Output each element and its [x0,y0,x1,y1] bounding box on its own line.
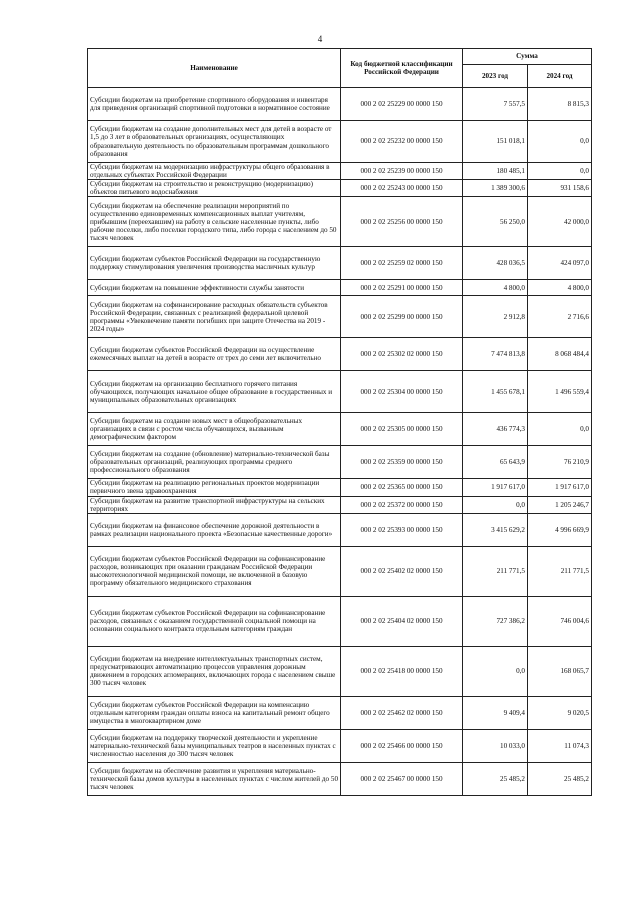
header-sum: Сумма [463,49,592,65]
row-code: 000 2 02 25359 00 0000 150 [341,446,463,479]
row-value-2023: 428 036,5 [463,247,528,280]
row-value-2023: 25 485,2 [463,762,528,795]
row-code: 000 2 02 25365 00 0000 150 [341,479,463,496]
row-value-2023: 151 018,1 [463,121,528,163]
row-value-2024: 0,0 [528,413,592,446]
row-code: 000 2 02 25418 00 0000 150 [341,646,463,696]
header-2024: 2024 год [528,65,592,88]
row-name: Субсидии бюджетам субъектов Российской Федерации на компенсацию отдельным категориям граждан оплаты взноса на капитальный ремонт общего имущества в многоквартирном доме [88,696,341,729]
header-name: Наименование [88,49,341,88]
row-code: 000 2 02 25302 02 0000 150 [341,338,463,371]
table-row [88,696,592,729]
row-value-2024: 8 068 484,4 [528,338,592,371]
row-value-2023: 1 917 617,0 [463,479,528,496]
row-name: Субсидии бюджетам на обеспечение реализации мероприятий по осуществлению единовременных компенсационных выплат учителям, прибывшим (переехавшим) на работу в сельские населенные пункты, либо рабочие поселки, либо поселки городского типа, либо города с населением до 50 тысяч человек [88,197,341,247]
row-name: Субсидии бюджетам на обеспечение развития и укрепления материально-технической базы домов культуры в населенных пунктах с числом жителей до 50 тысяч человек [88,762,341,795]
header-2023: 2023 год [463,65,528,88]
row-code: 000 2 02 25299 00 0000 150 [341,296,463,338]
row-value-2023: 7 557,5 [463,88,528,121]
budget-table [87,48,592,796]
row-code: 000 2 02 25393 00 0000 150 [341,513,463,546]
row-value-2024: 168 065,7 [528,646,592,696]
row-value-2024: 76 210,9 [528,446,592,479]
row-value-2023: 56 250,0 [463,197,528,247]
row-value-2023: 180 485,1 [463,163,528,180]
row-value-2024: 4 996 669,9 [528,513,592,546]
table-row [88,338,592,371]
table-row [88,296,592,338]
table-row [88,729,592,762]
row-value-2023: 1 389 300,6 [463,180,528,197]
row-name: Субсидии бюджетам на модернизацию инфраструктуры общего образования в отдельных субъектах Российской Федерации [88,163,341,180]
row-value-2024: 0,0 [528,163,592,180]
row-code: 000 2 02 25305 00 0000 150 [341,413,463,446]
table-row [88,513,592,546]
row-code: 000 2 02 25256 00 0000 150 [341,197,463,247]
row-code: 000 2 02 25229 00 0000 150 [341,88,463,121]
row-value-2023: 10 033,0 [463,729,528,762]
row-name: Субсидии бюджетам на внедрение интеллектуальных транспортных систем, предусматривающих автоматизацию процессов управления дорожным движением в городских агломерациях, включающих города с населением свыше 300 тысяч человек [88,646,341,696]
row-name: Субсидии бюджетам субъектов Российской Федерации на государственную поддержку стимулирования увеличения производства масличных культур [88,247,341,280]
row-name: Субсидии бюджетам на финансовое обеспечение дорожной деятельности в рамках реализации национального проекта «Безопасные качественные дороги» [88,513,341,546]
row-value-2023: 436 774,3 [463,413,528,446]
row-value-2024: 1 205 246,7 [528,496,592,513]
row-code: 000 2 02 25259 02 0000 150 [341,247,463,280]
row-code: 000 2 02 25404 02 0000 150 [341,596,463,646]
row-value-2024: 8 815,3 [528,88,592,121]
row-value-2023: 727 386,2 [463,596,528,646]
row-value-2023: 4 800,0 [463,280,528,296]
row-value-2024: 42 000,0 [528,197,592,247]
row-value-2023: 2 912,8 [463,296,528,338]
row-value-2023: 65 643,9 [463,446,528,479]
row-code: 000 2 02 25462 02 0000 150 [341,696,463,729]
row-name: Субсидии бюджетам субъектов Российской Федерации на софинансирование расходов, связанных с оказанием государственной социальной помощи на основании социального контракта отдельным категориям граждан [88,596,341,646]
row-value-2023: 0,0 [463,496,528,513]
table-row [88,646,592,696]
row-value-2023: 7 474 813,8 [463,338,528,371]
row-value-2023: 211 771,5 [463,546,528,596]
table-row [88,496,592,513]
row-code: 000 2 02 25372 00 0000 150 [341,496,463,513]
table-row [88,163,592,180]
row-name: Субсидии бюджетам на приобретение спортивного оборудования и инвентаря для приведения организаций спортивной подготовки в нормативное состояние [88,88,341,121]
row-name: Субсидии бюджетам на реализацию региональных проектов модернизации первичного звена здравоохранения [88,479,341,496]
row-value-2023: 1 455 678,1 [463,371,528,413]
table-row [88,479,592,496]
row-value-2024: 211 771,5 [528,546,592,596]
row-name: Субсидии бюджетам на повышение эффективности службы занятости [88,280,341,296]
page-number: 4 [317,34,323,44]
row-name: Субсидии бюджетам на организацию бесплатного горячего питания обучающихся, получающих начальное общее образование в государственных и муниципальных образовательных организациях [88,371,341,413]
row-name: Субсидии бюджетам субъектов Российской Федерации на софинансирование расходов, возникающих при оказании гражданам Российской Федерации высокотехнологичной медицинской помощи, не включенной в базовую программу обязательного медицинского страхования [88,546,341,596]
row-value-2024: 931 158,6 [528,180,592,197]
table-row [88,546,592,596]
row-value-2024: 11 074,3 [528,729,592,762]
table-row [88,247,592,280]
row-code: 000 2 02 25402 02 0000 150 [341,546,463,596]
table-body [88,88,592,796]
table-row [88,197,592,247]
row-name: Субсидии бюджетам на создание дополнительных мест для детей в возрасте от 1,5 до 3 лет в образовательных организациях, осуществляющих образовательную деятельность по образовательным программам дошкольного образования [88,121,341,163]
row-code: 000 2 02 25243 00 0000 150 [341,180,463,197]
table-row [88,413,592,446]
table-row [88,88,592,121]
row-value-2024: 25 485,2 [528,762,592,795]
row-name: Субсидии бюджетам на создание новых мест в общеобразовательных организациях в связи с ростом числа обучающихся, вызванным демографическим фактором [88,413,341,446]
row-name: Субсидии бюджетам на софинансирование расходных обязательств субъектов Российской Федерации, связанных с реализацией федеральной целевой программы «Увековечение памяти погибших при защите Отечества на 2019 - 2024 годы» [88,296,341,338]
row-value-2024: 2 716,6 [528,296,592,338]
row-value-2024: 1 496 559,4 [528,371,592,413]
row-value-2023: 3 415 629,2 [463,513,528,546]
row-name: Субсидии бюджетам субъектов Российской Федерации на осуществление ежемесячных выплат на детей в возрасте от трех до семи лет включительно [88,338,341,371]
row-name: Субсидии бюджетам на строительство и реконструкцию (модернизацию) объектов питьевого водоснабжения [88,180,341,197]
row-name: Субсидии бюджетам на создание (обновление) материально-технической базы образовательных организаций, реализующих программы среднего профессионального образования [88,446,341,479]
table-row [88,280,592,296]
table-row [88,762,592,795]
row-value-2024: 0,0 [528,121,592,163]
row-value-2023: 9 409,4 [463,696,528,729]
row-value-2023: 0,0 [463,646,528,696]
row-name: Субсидии бюджетам на поддержку творческой деятельности и укрепление материально-технической базы муниципальных театров в населенных пунктах с численностью населения до 300 тысяч человек [88,729,341,762]
row-value-2024: 1 917 617,0 [528,479,592,496]
table-row [88,446,592,479]
table-row [88,180,592,197]
table-row [88,596,592,646]
row-code: 000 2 02 25291 00 0000 150 [341,280,463,296]
header-code: Код бюджетной классификации Российской Федерации [341,49,463,88]
row-value-2024: 746 004,6 [528,596,592,646]
row-code: 000 2 02 25239 00 0000 150 [341,163,463,180]
table-row [88,121,592,163]
row-value-2024: 9 020,5 [528,696,592,729]
row-code: 000 2 02 25466 00 0000 150 [341,729,463,762]
row-code: 000 2 02 25232 00 0000 150 [341,121,463,163]
row-value-2024: 4 800,0 [528,280,592,296]
row-code: 000 2 02 25304 00 0000 150 [341,371,463,413]
table-row [88,371,592,413]
row-value-2024: 424 097,0 [528,247,592,280]
row-code: 000 2 02 25467 00 0000 150 [341,762,463,795]
row-name: Субсидии бюджетам на развитие транспортной инфраструктуры на сельских территориях [88,496,341,513]
